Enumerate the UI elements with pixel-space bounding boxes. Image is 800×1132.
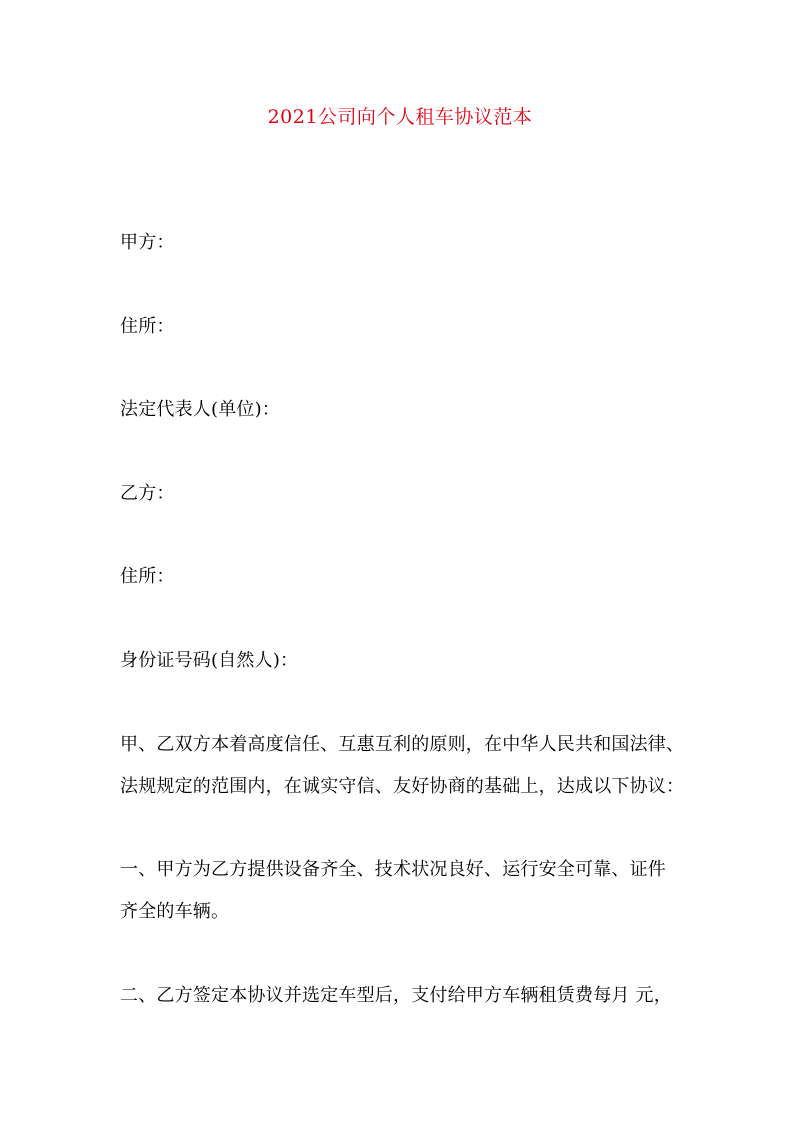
document-title: 2021公司向个人租车协议范本: [267, 106, 533, 128]
legal-representative-label: 法定代表人(单位)：: [120, 399, 281, 420]
clause-one-line-1: 一、甲方为乙方提供设备齐全、技术状况良好、运行安全可靠、证件: [120, 859, 666, 880]
intro-paragraph-line-1: 甲、乙双方本着高度信任、互惠互利的原则，在中华人民共和国法律、: [120, 734, 685, 755]
party-b-address-label: 住所：: [120, 566, 175, 587]
party-b-label: 乙方：: [120, 483, 175, 504]
clause-one-line-2: 齐全的车辆。: [120, 901, 230, 922]
id-number-label: 身份证号码(自然人)：: [120, 650, 299, 671]
party-a-address-label: 住所：: [120, 316, 175, 337]
party-a-label: 甲方：: [120, 232, 175, 253]
clause-two-line-1: 二、乙方签定本协议并选定车型后，支付给甲方车辆租赁费每月 元，: [120, 985, 672, 1006]
intro-paragraph-line-2: 法规规定的范围内，在诚实守信、友好协商的基础上，达成以下协议：: [120, 776, 685, 797]
